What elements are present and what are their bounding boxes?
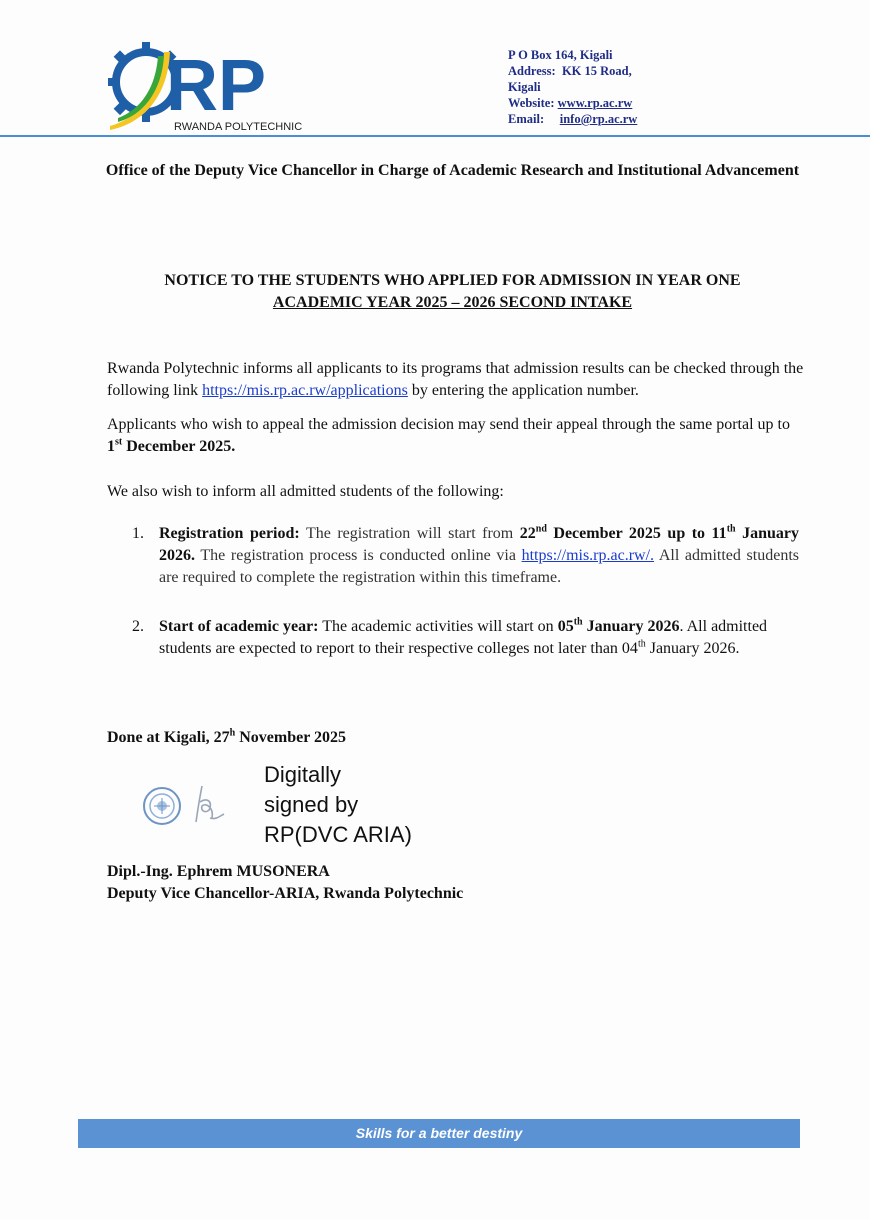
reg-text-b: The registration process is conducted online via	[195, 547, 522, 564]
registration-link[interactable]: https://mis.rp.ac.rw/.	[521, 547, 655, 564]
paragraph-intro-list: We also wish to inform all admitted students of the following:	[107, 483, 504, 500]
start-text-a: The academic activities will start on	[318, 618, 558, 635]
header-divider	[0, 135, 870, 137]
handwritten-signature	[196, 786, 224, 822]
digital-signature-text	[264, 760, 412, 850]
start-text-b-sup: th	[637, 638, 646, 650]
reg-text-a: The registration will start from	[299, 525, 520, 542]
signer-block	[107, 861, 463, 905]
email-label: Email:	[508, 112, 545, 126]
digital-sig-line-1: Digitally	[264, 762, 342, 787]
signer-name: Dipl.-Ing. Ephrem MUSONERA	[107, 863, 330, 880]
p2-date-num: 1	[107, 438, 115, 455]
logo-letters: RP	[166, 46, 267, 126]
digital-sig-line-3: RP(DVC ARIA)	[264, 822, 412, 847]
signer-title: Deputy Vice Chancellor-ARIA, Rwanda Polytechnic	[107, 885, 464, 902]
website-line	[508, 95, 637, 111]
list-item-text	[159, 523, 799, 589]
reg-date1-sup: nd	[535, 523, 547, 535]
list-number: 1.	[132, 525, 144, 542]
address-city: Kigali	[508, 80, 541, 94]
list-item-title: Registration period:	[159, 525, 300, 542]
start-date-sup: th	[573, 616, 583, 628]
p2-date-rest: December 2025.	[122, 438, 236, 455]
contact-block	[508, 47, 637, 127]
p1-text-a: Rwanda Polytechnic informs all applicants to its programs that admission results can be checked through the following link	[107, 360, 804, 399]
email-link[interactable]: info@rp.ac.rw	[559, 112, 638, 126]
po-box: P O Box 164, Kigali	[508, 48, 613, 62]
email-line	[508, 111, 637, 127]
address-line	[508, 63, 637, 79]
address-label: Address:	[508, 64, 556, 78]
list-item-title: Start of academic year:	[159, 618, 319, 635]
logo-subtitle: RWANDA POLYTECHNIC	[174, 121, 303, 133]
done-text-b: November 2025	[235, 729, 347, 746]
reg-date1-rest: December 2025 up to 11	[546, 525, 727, 542]
rp-logo	[104, 38, 304, 134]
footer-tagline: Skills for a better destiny	[355, 1125, 523, 1141]
list-item-text	[159, 616, 799, 660]
p2-text: Applicants who wish to appeal the admission decision may send their appeal through the same portal up to	[107, 416, 790, 433]
notice-line-2: ACADEMIC YEAR 2025 – 2026 SECOND INTAKE	[272, 294, 633, 311]
reg-text-c: All admitted students are required to complete the registration within this timeframe.	[159, 547, 799, 586]
start-text-b: . All admitted students are expected to report to their respective colleges not later than 04	[159, 618, 768, 657]
reg-date1-num: 22	[519, 525, 536, 542]
start-date-num: 05	[557, 618, 574, 635]
office-title: Office of the Deputy Vice Chancellor in Charge of Academic Research and Institutional Advancement	[105, 162, 800, 179]
reg-date2-sup: th	[726, 523, 736, 535]
website-label: Website:	[508, 96, 555, 110]
start-date-rest: January 2026	[582, 618, 680, 635]
digital-sig-line-2: signed by	[264, 792, 359, 817]
p2-date-sup: st	[115, 436, 123, 448]
applications-link[interactable]: https://mis.rp.ac.rw/applications	[202, 382, 408, 399]
notice-heading	[100, 270, 805, 314]
done-text-a: Done at Kigali, 27	[107, 729, 230, 746]
notice-line-1: NOTICE TO THE STUDENTS WHO APPLIED FOR ADMISSION IN YEAR ONE	[164, 272, 741, 289]
paragraph-results	[107, 358, 807, 402]
signature-seal-image	[140, 778, 240, 834]
address-value: KK 15 Road,	[561, 64, 632, 78]
footer-bar	[78, 1119, 800, 1148]
website-link[interactable]: www.rp.ac.rw	[557, 96, 633, 110]
reg-date2-rest: January 2026.	[159, 525, 800, 564]
done-at-line	[107, 729, 346, 747]
start-text-c: January 2026.	[645, 640, 740, 657]
list-number: 2.	[132, 618, 144, 635]
p1-text-b: by entering the application number.	[407, 382, 639, 399]
paragraph-appeal	[107, 414, 807, 458]
done-sup: h	[229, 727, 236, 739]
seal-icon	[144, 788, 180, 824]
